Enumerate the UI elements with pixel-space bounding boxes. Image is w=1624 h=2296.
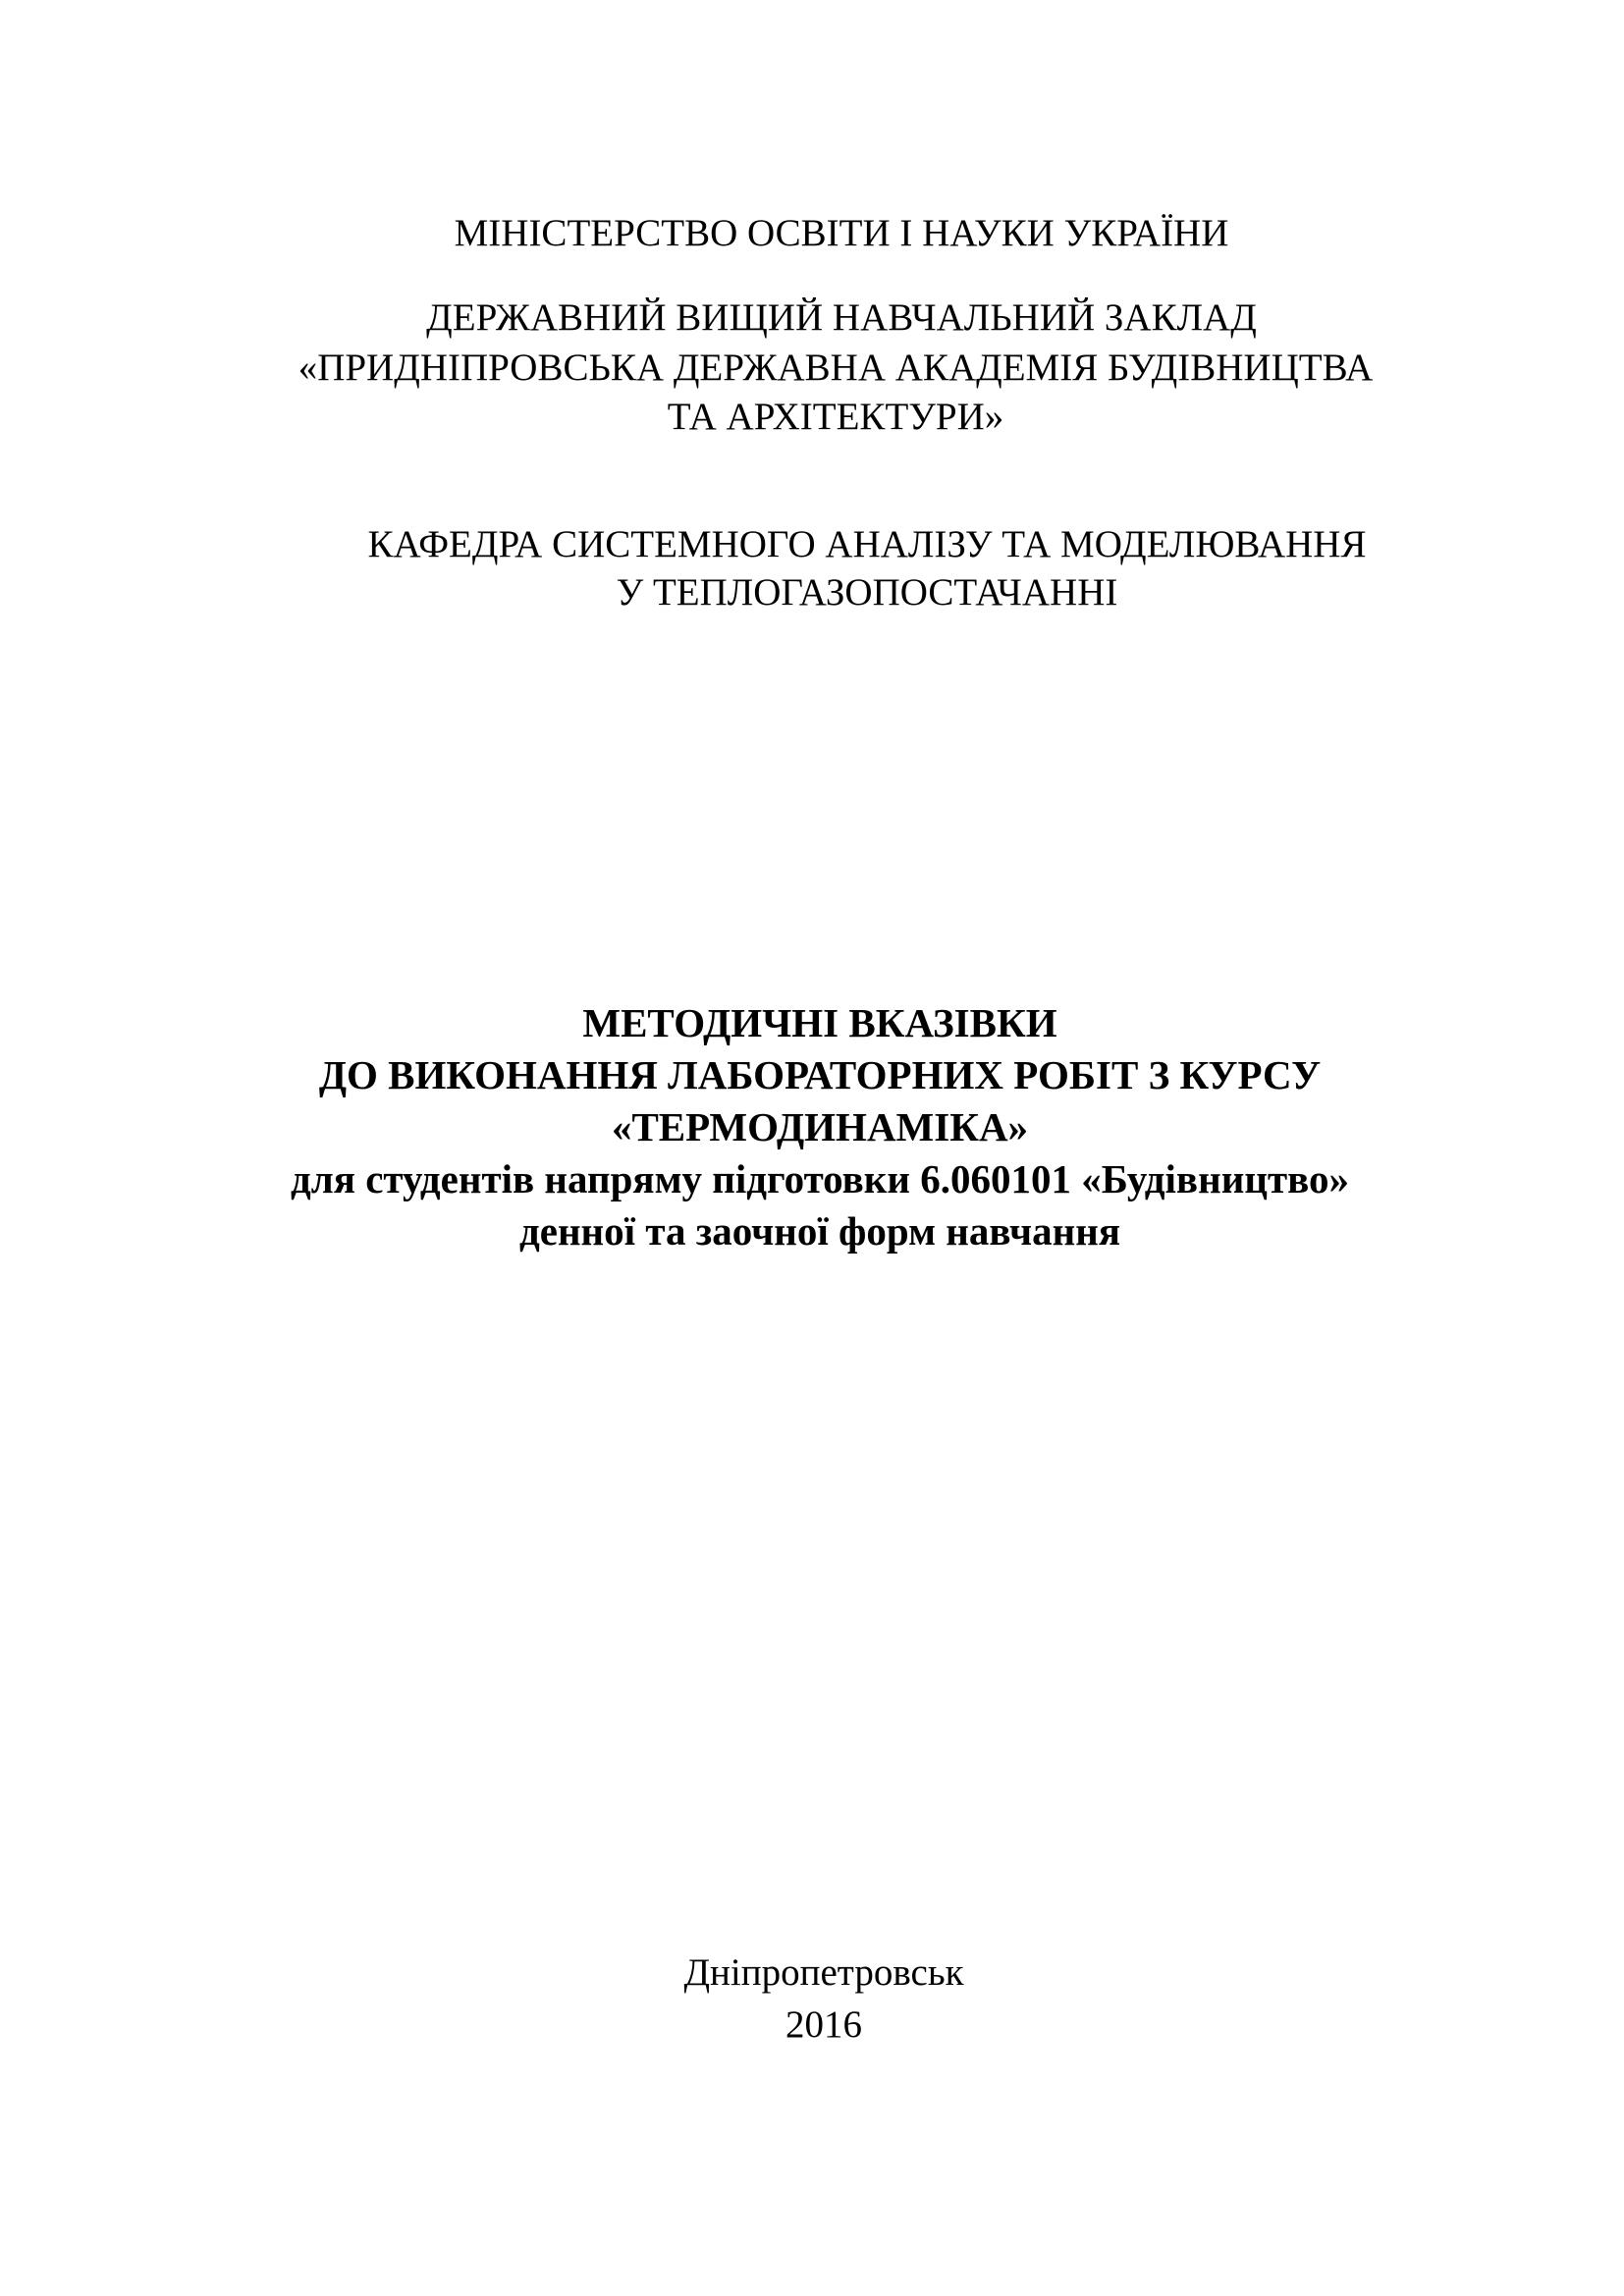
title-line-5: денної та заочної форм навчання — [519, 1208, 1120, 1254]
title-line-1: МЕТОДИЧНІ ВКАЗІВКИ — [582, 1000, 1057, 1045]
department-line-1: КАФЕДРА СИСТЕМНОГО АНАЛІЗУ ТА МОДЕЛЮВАННЯ — [367, 523, 1367, 565]
department-line-2: У ТЕПЛОГАЗОПОСТАЧАННІ — [616, 571, 1118, 614]
title-line-3: «ТЕРМОДИНАМІКА» — [611, 1104, 1029, 1149]
institution-line-1: ДЕРЖАВНИЙ ВИЩИЙ НАВЧАЛЬНИЙ ЗАКЛАД — [426, 296, 1257, 339]
ministry-line: МІНІСТЕРСТВО ОСВІТИ І НАУКИ УКРАЇНИ — [454, 212, 1229, 254]
institution-line-3: ТА АРХІТЕКТУРИ» — [667, 396, 1004, 438]
city-label: Дніпропетровськ — [683, 1951, 964, 1994]
year-label: 2016 — [785, 2003, 862, 2046]
title-line-4: для студентів напряму підготовки 6.060101 «Будівництво» — [291, 1156, 1349, 1201]
institution-line-2: «ПРИДНІПРОВСЬКА ДЕРЖАВНА АКАДЕМІЯ БУДІВНИЦТВА — [298, 347, 1374, 389]
title-line-2: ДО ВИКОНАННЯ ЛАБОРАТОРНИХ РОБІТ З КУРСУ — [318, 1052, 1322, 1097]
